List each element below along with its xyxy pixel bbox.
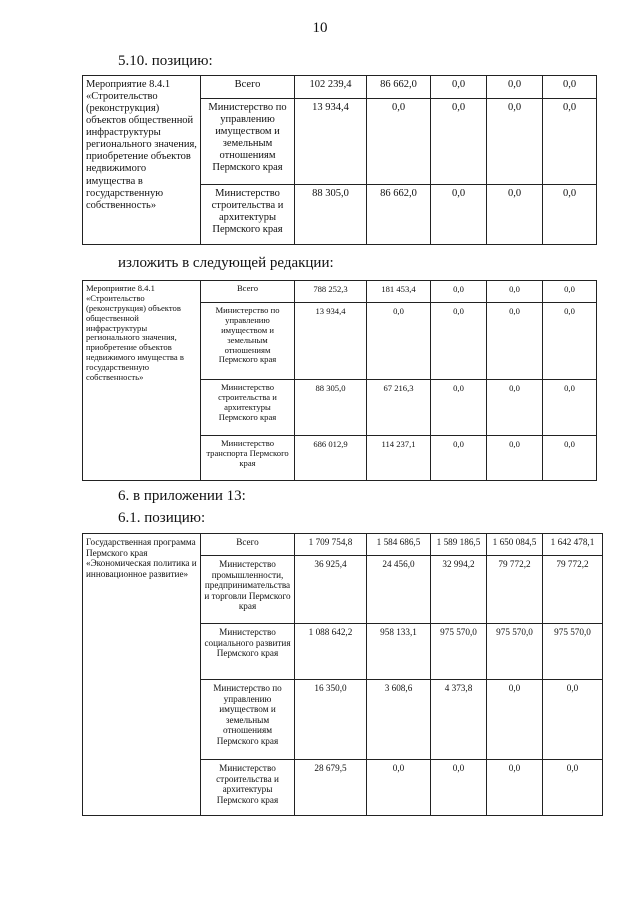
org-cell: Министерство транспорта Пермского края — [201, 436, 295, 481]
value-cell: 0,0 — [487, 281, 543, 303]
org-cell: Министерство строительства и архитектуры Пермского края — [201, 380, 295, 436]
value-cell: 0,0 — [487, 185, 543, 245]
org-cell: Министерство по управлению имуществом и земельным отношениям Пермского края — [201, 303, 295, 380]
value-cell: 0,0 — [487, 303, 543, 380]
table-position-new-edition — [82, 280, 597, 481]
org-cell: Всего — [201, 76, 295, 99]
org-cell: Министерство строительства и архитектуры Пермского края — [201, 185, 295, 245]
value-cell: 0,0 — [543, 281, 597, 303]
value-cell: 0,0 — [431, 76, 487, 99]
value-cell: 0,0 — [543, 99, 597, 185]
value-cell: 0,0 — [543, 436, 597, 481]
value-cell: 0,0 — [487, 99, 543, 185]
value-cell: 79 772,2 — [543, 556, 603, 624]
value-cell: 1 589 186,5 — [431, 534, 487, 556]
value-cell: 958 133,1 — [367, 624, 431, 680]
value-cell: 88 305,0 — [295, 380, 367, 436]
value-cell: 67 216,3 — [367, 380, 431, 436]
table-position-5-10 — [82, 75, 597, 245]
table-row — [83, 281, 597, 303]
value-cell: 975 570,0 — [431, 624, 487, 680]
org-cell: Всего — [201, 534, 295, 556]
value-cell: 4 373,8 — [431, 680, 487, 760]
value-cell: 0,0 — [543, 680, 603, 760]
value-cell: 36 925,4 — [295, 556, 367, 624]
value-cell: 114 237,1 — [367, 436, 431, 481]
value-cell: 28 679,5 — [295, 760, 367, 816]
org-cell: Министерство промышленности, предпринимательства и торговли Пермского края — [201, 556, 295, 624]
org-cell: Всего — [201, 281, 295, 303]
value-cell: 16 350,0 — [295, 680, 367, 760]
value-cell: 1 088 642,2 — [295, 624, 367, 680]
value-cell: 24 456,0 — [367, 556, 431, 624]
table-position-6-1 — [82, 533, 603, 816]
value-cell: 0,0 — [367, 303, 431, 380]
page-number: 10 — [312, 20, 328, 36]
value-cell: 0,0 — [487, 680, 543, 760]
value-cell: 0,0 — [543, 380, 597, 436]
value-cell: 0,0 — [487, 380, 543, 436]
heading-new-edition: изложить в следующей редакции: — [118, 255, 334, 271]
value-cell: 32 994,2 — [431, 556, 487, 624]
value-cell: 13 934,4 — [295, 99, 367, 185]
value-cell: 0,0 — [431, 760, 487, 816]
program-label: Государственная программа Пермского края «Экономическая политика и инновационное развитие» — [83, 534, 201, 816]
value-cell: 975 570,0 — [543, 624, 603, 680]
heading-6-1: 6.1. позицию: — [118, 510, 206, 526]
value-cell: 86 662,0 — [367, 76, 431, 99]
table-row — [83, 76, 597, 99]
heading-5-10: 5.10. позицию: — [118, 53, 213, 69]
value-cell: 0,0 — [431, 281, 487, 303]
value-cell: 181 453,4 — [367, 281, 431, 303]
org-cell: Министерство социального развития Пермского края — [201, 624, 295, 680]
org-cell: Министерство по управлению имуществом и земельным отношениям Пермского края — [201, 99, 295, 185]
value-cell: 0,0 — [543, 303, 597, 380]
value-cell: 0,0 — [431, 99, 487, 185]
program-label: Мероприятие 8.4.1 «Строительство (реконструкция) объектов общественной инфраструктуры регионального значения, приобретение объектов недвижимого имущества в государственную собственность» — [83, 76, 201, 245]
value-cell: 0,0 — [487, 436, 543, 481]
value-cell: 0,0 — [487, 760, 543, 816]
value-cell: 0,0 — [543, 760, 603, 816]
table-row — [83, 534, 603, 556]
value-cell: 1 642 478,1 — [543, 534, 603, 556]
value-cell: 0,0 — [487, 76, 543, 99]
value-cell: 3 608,6 — [367, 680, 431, 760]
value-cell: 1 584 686,5 — [367, 534, 431, 556]
value-cell: 86 662,0 — [367, 185, 431, 245]
value-cell: 102 239,4 — [295, 76, 367, 99]
org-cell: Министерство по управлению имуществом и земельным отношениям Пермского края — [201, 680, 295, 760]
value-cell: 0,0 — [367, 760, 431, 816]
value-cell: 0,0 — [543, 76, 597, 99]
value-cell: 975 570,0 — [487, 624, 543, 680]
value-cell: 686 012,9 — [295, 436, 367, 481]
value-cell: 0,0 — [431, 185, 487, 245]
value-cell: 0,0 — [431, 436, 487, 481]
program-label: Мероприятие 8.4.1 «Строительство (реконструкция) объектов общественной инфраструктуры регионального значения, приобретение объектов недвижимого имущества в государственную собственность» — [83, 281, 201, 481]
value-cell: 0,0 — [431, 380, 487, 436]
org-cell: Министерство строительства и архитектуры Пермского края — [201, 760, 295, 816]
heading-appendix-13: 6. в приложении 13: — [118, 488, 246, 504]
value-cell: 79 772,2 — [487, 556, 543, 624]
value-cell: 788 252,3 — [295, 281, 367, 303]
value-cell: 0,0 — [431, 303, 487, 380]
value-cell: 88 305,0 — [295, 185, 367, 245]
value-cell: 0,0 — [367, 99, 431, 185]
value-cell: 0,0 — [543, 185, 597, 245]
value-cell: 1 709 754,8 — [295, 534, 367, 556]
value-cell: 13 934,4 — [295, 303, 367, 380]
value-cell: 1 650 084,5 — [487, 534, 543, 556]
